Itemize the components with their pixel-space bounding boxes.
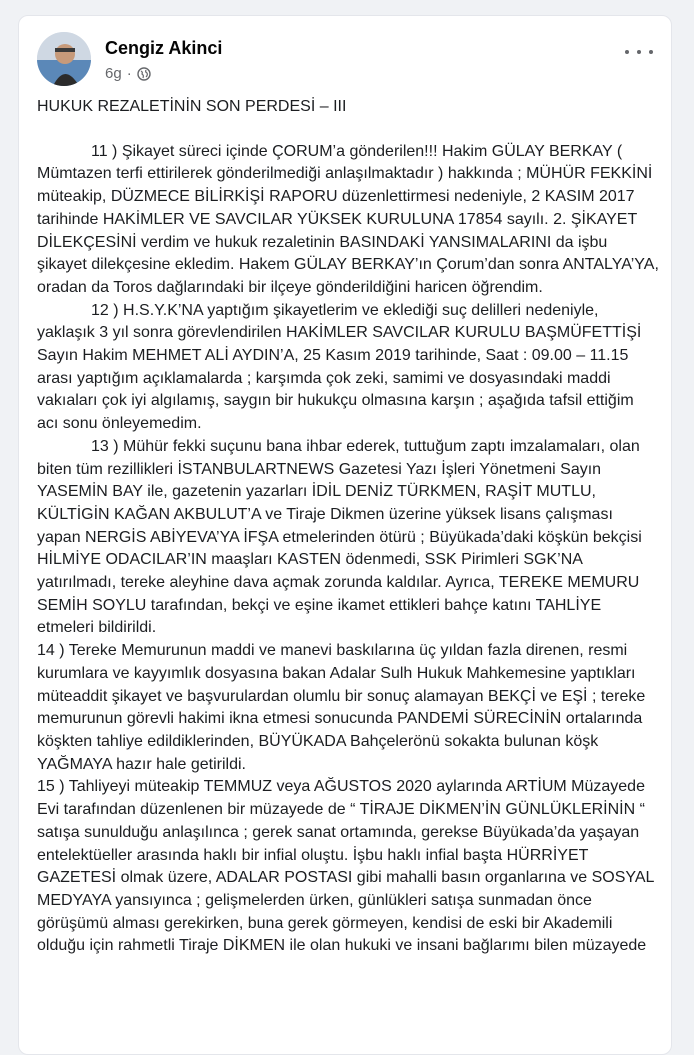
meta-separator: · (126, 65, 132, 82)
post-time[interactable]: 6g (105, 65, 122, 82)
post-header (37, 32, 653, 88)
post-paragraph: 13 ) Mühür fekki suçunu bana ihbar ederek, tuttuğum zaptı imzalamaları, olan biten tüm rezillikleri İSTANBULARTNEWS Gazetesi Yazı İşleri Yönetmeni Sayın YASEMİN BAY ile, gazetenin yazarları İDİL DENİZ TÜRKMEN, RAŞİT MUTLU, KÜLTİGİN KAĞAN AKBULUT’A ve Tiraje Dikmen üzerine yüksek lisans çalışması yapan NERGİS ABİYEVA’YA İFŞA etmelerinden ötürü ; Büyükada’daki köşkün bekçisi HİLMİYE ODACILAR’IN maaşları KASTEN ödenmedi, SSK Pirimleri SGK’NA yatırılmadı, tereke aleyhine dava açmak zorunda kaldılar. Ayrıca, TEREKE MEMURU SEMİH SOYLU tarafından, bekçi ve eşine ikamet ettikleri bahçe katını TAHLİYE etmeleri bildirildi. (37, 437, 642, 637)
post-title: HUKUK REZALETİNİN SON PERDESİ – III (37, 98, 347, 115)
author-name[interactable]: Cengiz Akinci (105, 38, 223, 58)
post-paragraph: 14 ) Tereke Memurunun maddi ve manevi baskılarına üç yıldan fazla direnen, resmi kurumlara ve kayyımlık dosyasına bakan Adalar Sulh Hukuk Mahkemesine yaptıkları müteaddit şikayet ve başvurulardan olumlu bir sonuç alamayan BEKÇİ ve EŞİ ; tereke memurunun görevli hakimi ikna etmesi sonucunda PANDEMİ SÜRECİNİN ortalarında köşkten tahliye edildiklerinden, BÜYÜKADA Bahçelerönü sokakta bulunan köşk YAĞMAYA hazır hale getirildi. (37, 642, 646, 773)
globe-icon (137, 67, 151, 81)
post-card (18, 15, 672, 1055)
post-body (37, 96, 659, 958)
avatar-photo (37, 32, 91, 86)
post-paragraph: 12 ) H.S.Y.K’NA yaptığım şikayetlerim ve eklediği suç delilleri nedeniyle, yaklaşık 3 yıl sonra görevlendirilen HAKİMLER SAVCILAR KURULU BAŞMÜFETTİŞİ Sayın Hakim MEHMET ALİ AYDIN’A, 25 Kasım 2019 tarihinde, Saat : 09.00 – 11.15 arası yaptığım açıklamalarda ; karşımda çok zeki, samimi ve dosyasındaki maddi vakıaları çok iyi algılamış, saygın bir hukukçu olmasına karşın ; aşağıda tafsil ettiğim acı sonu önleyemedim. (37, 301, 642, 433)
more-options-icon[interactable] (625, 42, 653, 62)
avatar[interactable] (37, 32, 91, 86)
post-paragraph: 11 ) Şikayet süreci içinde ÇORUM’a gönderilen!!! Hakim GÜLAY BERKAY ( Mümtazen terfi ettirilerek gönderilmediği anlaşılmaktadır ) hakkında ; MÜHÜR FEKKİNİ müteakip, DÜZMECE BİLİRKİŞİ RAPORU düzenlettirmesi nedeniyle, 2 KASIM 2017 tarihinde HAKİMLER VE SAVCILAR YÜKSEK KURULUNA 17854 sayılı. 2. ŞİKAYET DİLEKÇESİNİ verdim ve hukuk rezaletinin BASINDAKİ YANSIMALARINI da işbu şikayet dilekçesine ekledim. Hakem GÜLAY BERKAY’ın Çorum’dan sonra ANTALYA’YA, oradan da Toros dağlarındaki bir ilçeye gönderildiğini haricen öğrendim. (37, 142, 659, 296)
post-meta (105, 65, 151, 82)
post-paragraph: 15 ) Tahliyeyi müteakip TEMMUZ veya AĞUSTOS 2020 aylarında ARTİUM Müzayede Evi tarafından düzenlenen bir müzayede de “ TİRAJE DİKMEN’İN GÜNLÜKLERİNİN “ satışa sunulduğu anlaşılınca ; gerek sanat ortamında, gerekse Büyükada’da yaşayan entelektüeller arasında haklı bir infial oluştu. İşbu haklı infial başta HÜRRİYET GAZETESİ olmak üzere, ADALAR POSTASI gibi mahalli basın organlarına ve SOSYAL MEDYAYA yansıyınca ; gelişmelerden ürken, günlükleri satışa sunmadan önce görüşümü alması gerekirken, buna gerek görmeyen, kendisi de eski bir Akademili olduğu için rahmetli Tiraje DİKMEN ile olan hukuki ve insani bağlarımı bilen müzayede (37, 778, 654, 955)
